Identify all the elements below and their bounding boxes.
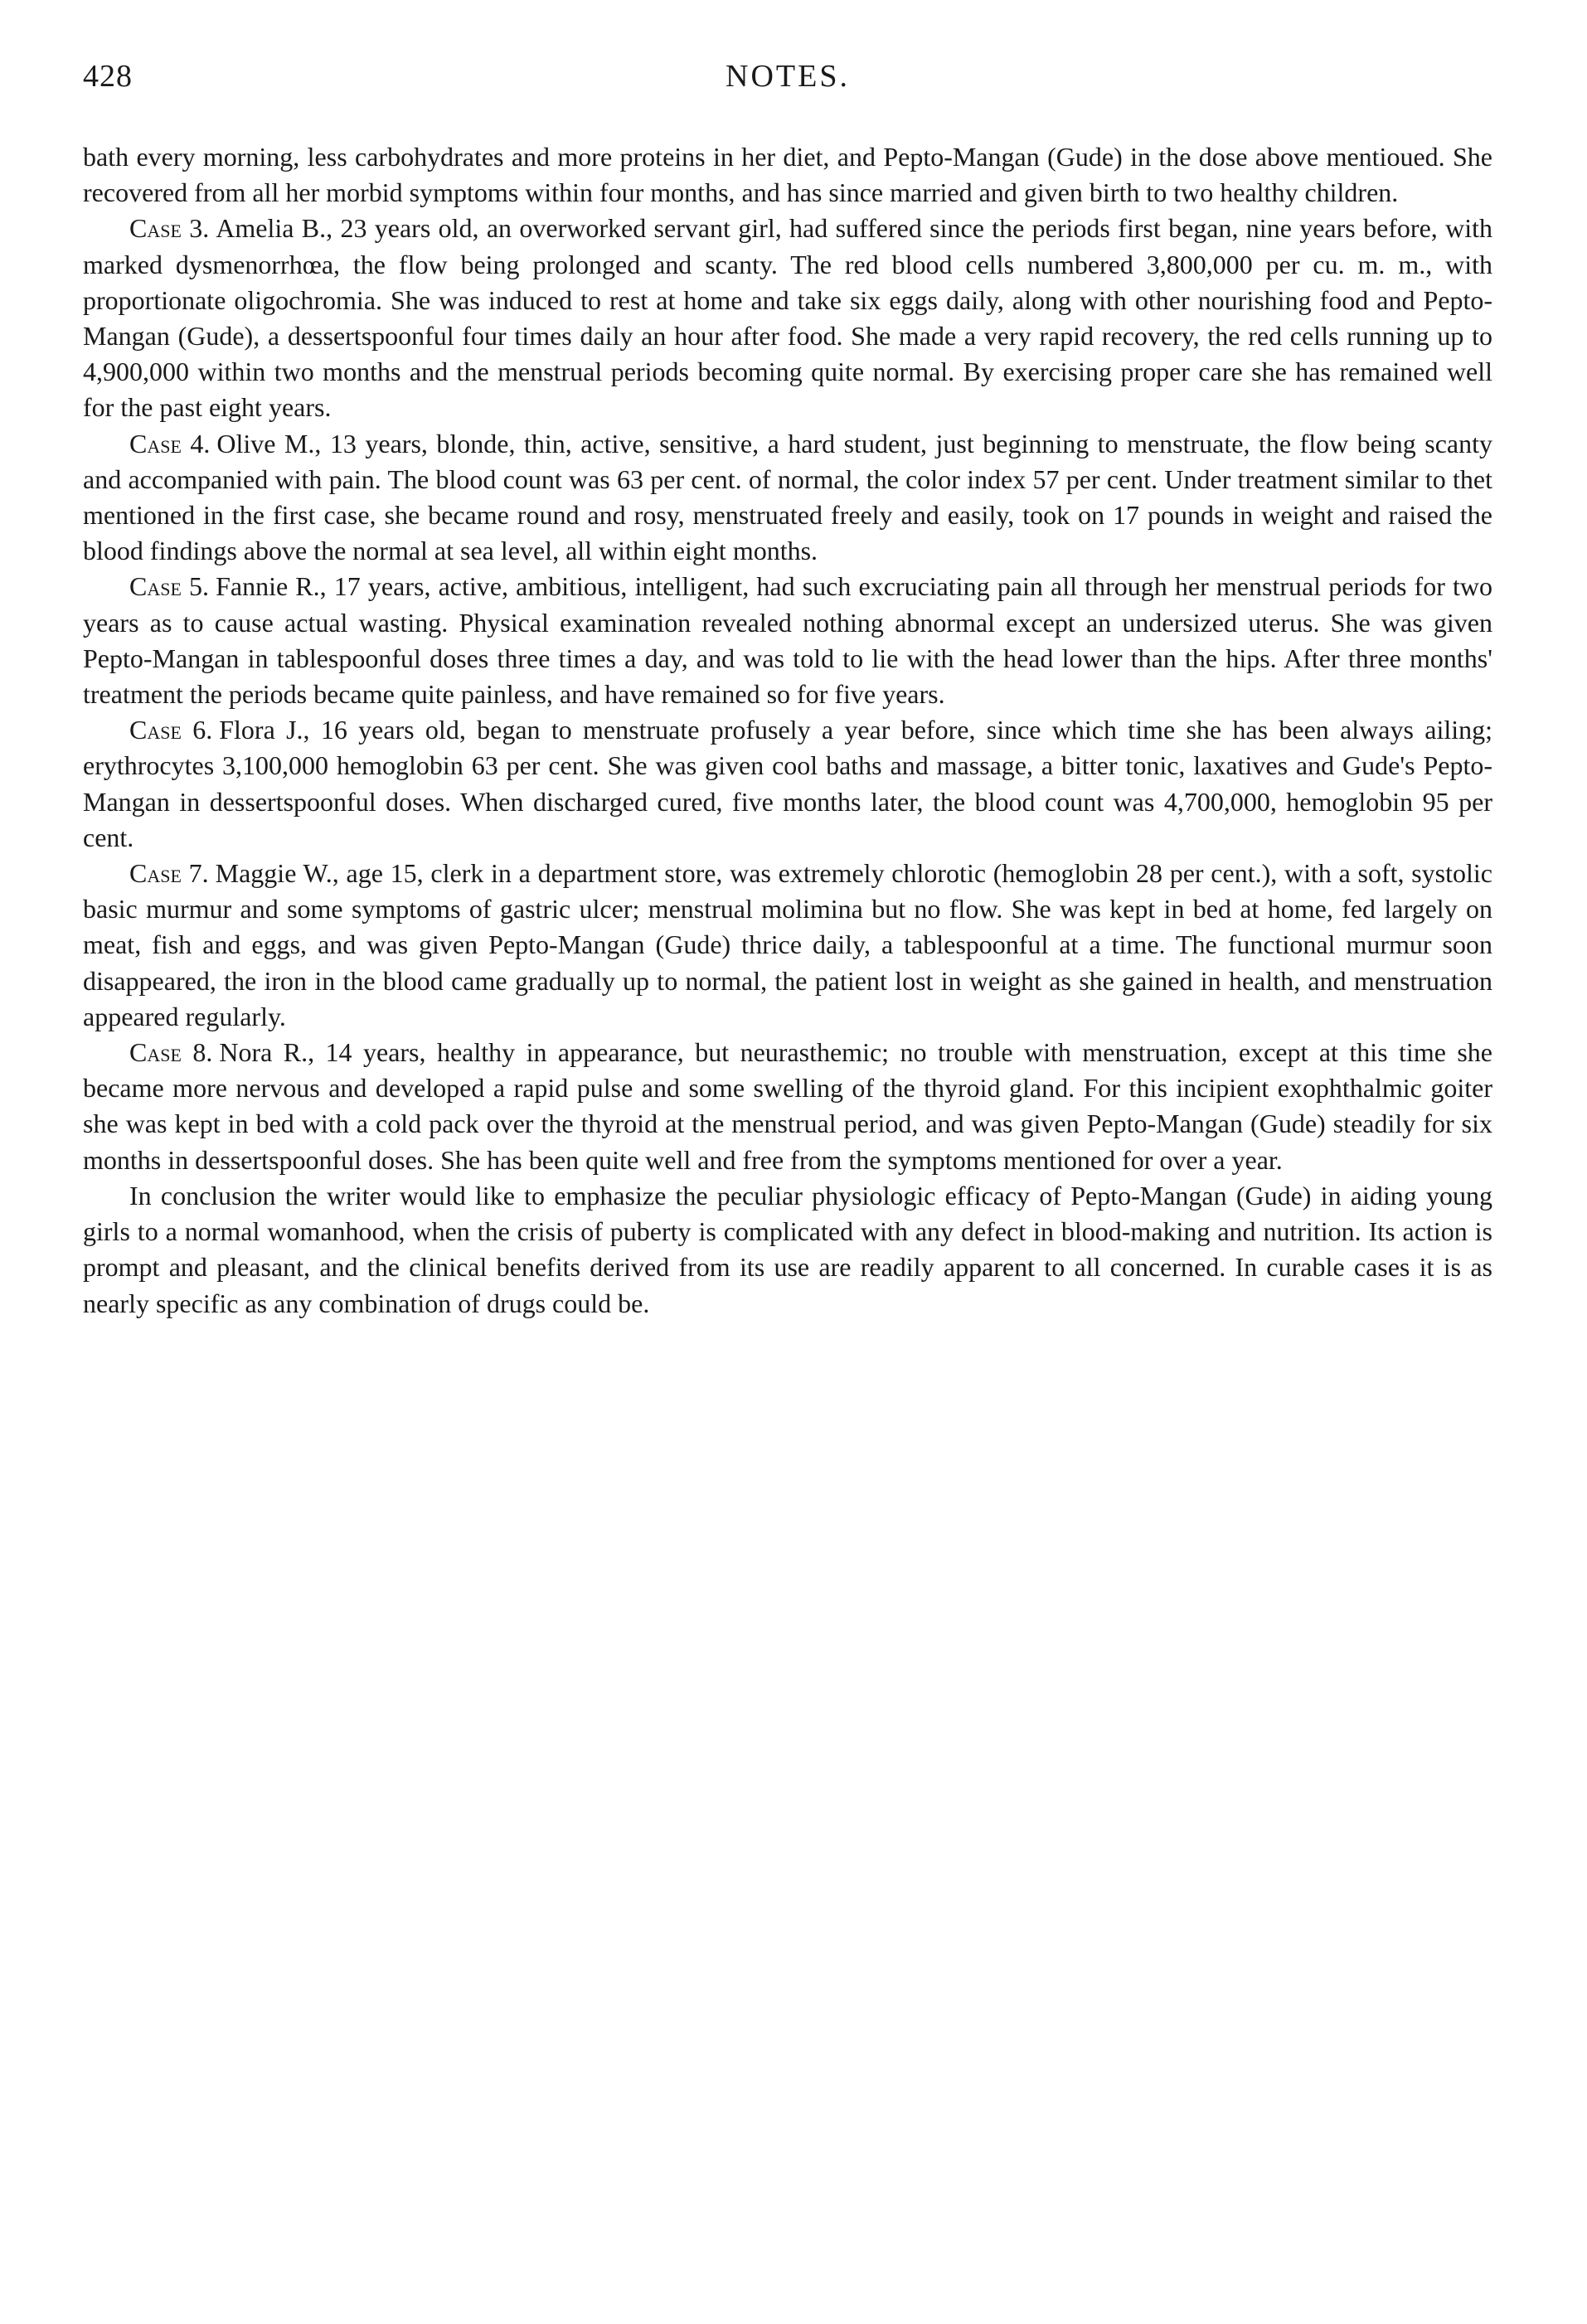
case-label: Case 3. (129, 213, 210, 244)
case-paragraph (83, 211, 1492, 425)
case-label: Case 5. (129, 571, 210, 602)
paragraph-text: Olive M., 13 years, blonde, thin, active, sensitive, a hard student, just beginning to menstruate, the flow being scanty and accompanied with pain. The blood count was 63 per cent. of normal, the color index 57 per cent. Under treatment similar to thet mentioned in the first case, she became round and rosy, menstruated freely and easily, took on 17 pounds in weight and raised the blood findings above the normal at sea level, all within eight months. (83, 428, 1493, 566)
paragraph-text: Fannie R., 17 years, active, ambitious, intelligent, had such excruciating pain all through her menstrual periods for two years as to cause actual wasting. Physical examination revealed nothing abnormal except an undersized uterus. She was given Pepto-Mangan in tablespoonful doses three times a day, and was told to lie with the head lower than the hips. After three months' treatment the periods became quite painless, and have remained so for five years. (83, 571, 1493, 710)
paragraph-text: Flora J., 16 years old, began to menstruate profusely a year before, since which time she has been always ailing; erythrocytes 3,100,000 hemoglobin 63 per cent. She was given cool baths and massage, a bitter tonic, laxatives and Gude's Pepto-Mangan in dessertspoonful doses. When discharged cured, five months later, the blood count was 4,700,000, hemoglobin 95 per cent. (83, 715, 1493, 852)
paragraph-continuation (83, 139, 1492, 211)
paragraph-text: Maggie W., age 15, clerk in a department store, was extremely chlorotic (hemoglobin 28 per cent.), with a soft, systolic basic murmur and some symptoms of gastric ulcer; menstrual molimina but no flow. She was kept in bed at home, fed largely on meat, fish and eggs, and was given Pepto-Mangan (Gude) thrice daily, a tablespoonful at a time. The functional murmur soon disappeared, the iron in the blood came gradually up to normal, the patient lost in weight as she gained in health, and menstruation appeared regularly. (83, 858, 1493, 1031)
case-paragraph (83, 569, 1492, 712)
case-label: Case 6. (129, 715, 213, 745)
running-title: NOTES. (726, 59, 850, 94)
case-paragraph (83, 856, 1492, 1035)
paragraph-text: bath every morning, less carbohydrates and more proteins in her diet, and Pepto-Mangan (Gude) in the dose above mentioued. She recovered from all her morbid symptoms within four months, and has since married and given birth to two healthy children. (83, 142, 1492, 208)
case-label: Case 4. (129, 428, 211, 458)
case-label: Case 7. (129, 858, 209, 889)
paragraph-text: Amelia B., 23 years old, an overworked servant girl, had suffered since the periods first began, nine years before, with marked dysmenorrhœa, the flow being prolonged and scanty. The red blood cells numbered 3,800,000 per cu. m. m., with proportionate oligochromia. She was induced to rest at home and take six eggs daily, along with other nourishing food and Pepto-Mangan (Gude), a dessertspoonful four times daily an hour after food. She made a very rapid recovery, the red cells running up to 4,900,000 within two months and the menstrual periods becoming quite normal. By exercising proper care she has remained well for the past eight years. (83, 213, 1493, 423)
paragraph-text: In conclusion the writer would like to emphasize the peculiar physiologic efficacy of Pepto-Mangan (Gude) in aiding young girls to a normal womanhood, when the crisis of puberty is complicated with any defect in blood-making and nutrition. Its action is prompt and pleasant, and the clinical benefits derived from its use are readily apparent to all concerned. In curable cases it is as nearly specific as any combination of drugs could be. (83, 1180, 1492, 1318)
case-paragraph (83, 1035, 1492, 1178)
case-label: Case 8. (129, 1037, 213, 1068)
case-paragraph (83, 426, 1492, 570)
body-text (83, 139, 1492, 1322)
case-paragraph (83, 712, 1492, 856)
running-head (83, 58, 1492, 108)
document-page (83, 58, 1492, 1322)
page-number: 428 (83, 59, 133, 94)
conclusion-paragraph (83, 1178, 1492, 1322)
paragraph-text: Nora R., 14 years, healthy in appearance, but neurasthemic; no trouble with menstruation, except at this time she became more nervous and developed a rapid pulse and some swelling of the thyroid gland. For this incipient exophthalmic goiter she was kept in bed with a cold pack over the thyroid at the menstrual period, and was given Pepto-Mangan (Gude) steadily for six months in dessertspoonful doses. She has been quite well and free from the symptoms mentioned for over a year. (83, 1037, 1493, 1175)
